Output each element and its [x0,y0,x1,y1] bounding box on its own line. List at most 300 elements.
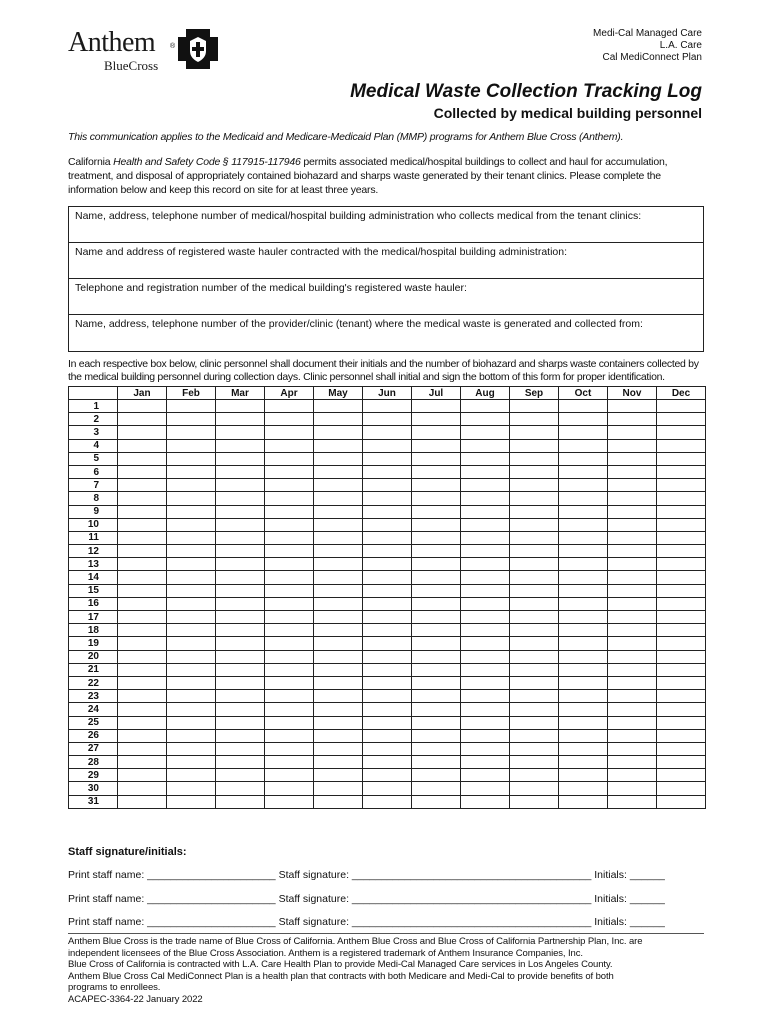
log-entry-cell[interactable] [608,637,657,650]
log-entry-cell[interactable] [559,400,608,413]
log-entry-cell[interactable] [510,703,559,716]
log-entry-cell[interactable] [314,452,363,465]
log-entry-cell[interactable] [559,650,608,663]
log-entry-cell[interactable] [510,452,559,465]
log-entry-cell[interactable] [265,690,314,703]
log-entry-cell[interactable] [461,611,510,624]
log-entry-cell[interactable] [608,452,657,465]
log-entry-cell[interactable] [265,492,314,505]
log-entry-cell[interactable] [118,716,167,729]
log-entry-cell[interactable] [412,716,461,729]
log-entry-cell[interactable] [314,611,363,624]
log-entry-cell[interactable] [118,439,167,452]
log-entry-cell[interactable] [265,584,314,597]
log-entry-cell[interactable] [363,676,412,689]
log-entry-cell[interactable] [412,545,461,558]
log-entry-cell[interactable] [216,439,265,452]
log-entry-cell[interactable] [167,597,216,610]
log-entry-cell[interactable] [608,597,657,610]
log-entry-cell[interactable] [167,782,216,795]
log-entry-cell[interactable] [559,439,608,452]
log-entry-cell[interactable] [167,756,216,769]
log-entry-cell[interactable] [363,545,412,558]
log-entry-cell[interactable] [118,637,167,650]
log-entry-cell[interactable] [314,650,363,663]
log-entry-cell[interactable] [363,492,412,505]
log-entry-cell[interactable] [167,465,216,478]
log-entry-cell[interactable] [167,545,216,558]
log-entry-cell[interactable] [167,413,216,426]
log-entry-cell[interactable] [608,676,657,689]
log-entry-cell[interactable] [559,676,608,689]
log-entry-cell[interactable] [118,650,167,663]
log-entry-cell[interactable] [216,756,265,769]
log-entry-cell[interactable] [412,571,461,584]
log-entry-cell[interactable] [461,505,510,518]
log-entry-cell[interactable] [559,756,608,769]
log-entry-cell[interactable] [118,505,167,518]
log-entry-cell[interactable] [216,795,265,808]
log-entry-cell[interactable] [510,413,559,426]
log-entry-cell[interactable] [363,597,412,610]
log-entry-cell[interactable] [118,795,167,808]
log-entry-cell[interactable] [461,413,510,426]
log-entry-cell[interactable] [265,571,314,584]
log-entry-cell[interactable] [216,742,265,755]
log-entry-cell[interactable] [216,729,265,742]
log-entry-cell[interactable] [559,795,608,808]
log-entry-cell[interactable] [363,703,412,716]
log-entry-cell[interactable] [657,676,706,689]
log-entry-cell[interactable] [118,452,167,465]
log-entry-cell[interactable] [118,756,167,769]
log-entry-cell[interactable] [657,426,706,439]
log-entry-cell[interactable] [314,769,363,782]
log-entry-cell[interactable] [167,558,216,571]
log-entry-cell[interactable] [608,545,657,558]
log-entry-cell[interactable] [657,703,706,716]
log-entry-cell[interactable] [559,413,608,426]
log-entry-cell[interactable] [657,400,706,413]
log-entry-cell[interactable] [608,571,657,584]
log-entry-cell[interactable] [461,465,510,478]
log-entry-cell[interactable] [412,795,461,808]
log-entry-cell[interactable] [314,584,363,597]
log-entry-cell[interactable] [559,492,608,505]
log-entry-cell[interactable] [314,505,363,518]
log-entry-cell[interactable] [559,624,608,637]
log-entry-cell[interactable] [559,452,608,465]
log-entry-cell[interactable] [412,703,461,716]
log-entry-cell[interactable] [265,742,314,755]
log-entry-cell[interactable] [216,492,265,505]
log-entry-cell[interactable] [461,400,510,413]
log-entry-cell[interactable] [510,663,559,676]
log-entry-cell[interactable] [559,611,608,624]
log-entry-cell[interactable] [265,729,314,742]
log-entry-cell[interactable] [461,479,510,492]
log-entry-cell[interactable] [363,690,412,703]
log-entry-cell[interactable] [412,452,461,465]
log-entry-cell[interactable] [118,663,167,676]
clinic-field[interactable]: Name, address, telephone number of the provider/clinic (tenant) where the medical waste is generated and collected from: [75,318,643,330]
log-entry-cell[interactable] [216,505,265,518]
log-entry-cell[interactable] [559,703,608,716]
log-entry-cell[interactable] [167,492,216,505]
log-entry-cell[interactable] [167,518,216,531]
log-entry-cell[interactable] [657,756,706,769]
log-entry-cell[interactable] [461,729,510,742]
log-entry-cell[interactable] [314,558,363,571]
log-entry-cell[interactable] [657,505,706,518]
log-entry-cell[interactable] [412,611,461,624]
log-entry-cell[interactable] [167,400,216,413]
log-entry-cell[interactable] [559,769,608,782]
log-entry-cell[interactable] [559,637,608,650]
log-entry-cell[interactable] [265,465,314,478]
log-entry-cell[interactable] [608,426,657,439]
log-entry-cell[interactable] [363,400,412,413]
log-entry-cell[interactable] [216,479,265,492]
log-entry-cell[interactable] [265,597,314,610]
log-entry-cell[interactable] [363,505,412,518]
log-entry-cell[interactable] [118,690,167,703]
log-entry-cell[interactable] [559,742,608,755]
log-entry-cell[interactable] [412,465,461,478]
log-entry-cell[interactable] [216,465,265,478]
log-entry-cell[interactable] [363,742,412,755]
log-entry-cell[interactable] [657,479,706,492]
log-entry-cell[interactable] [118,413,167,426]
log-entry-cell[interactable] [412,742,461,755]
log-entry-cell[interactable] [314,676,363,689]
log-entry-cell[interactable] [363,452,412,465]
log-entry-cell[interactable] [412,690,461,703]
log-entry-cell[interactable] [510,505,559,518]
log-entry-cell[interactable] [363,624,412,637]
log-entry-cell[interactable] [510,676,559,689]
log-entry-cell[interactable] [167,479,216,492]
log-entry-cell[interactable] [314,545,363,558]
log-entry-cell[interactable] [363,769,412,782]
log-entry-cell[interactable] [265,703,314,716]
log-entry-cell[interactable] [608,479,657,492]
log-entry-cell[interactable] [167,611,216,624]
log-entry-cell[interactable] [265,637,314,650]
log-entry-cell[interactable] [363,531,412,544]
waste-hauler-field[interactable]: Name and address of registered waste hauler contracted with the medical/hospital building administration: [69,243,703,279]
log-entry-cell[interactable] [167,531,216,544]
log-entry-cell[interactable] [167,452,216,465]
log-entry-cell[interactable] [559,571,608,584]
log-entry-cell[interactable] [657,624,706,637]
log-entry-cell[interactable] [461,650,510,663]
log-entry-cell[interactable] [314,465,363,478]
log-entry-cell[interactable] [412,492,461,505]
log-entry-cell[interactable] [265,413,314,426]
log-entry-cell[interactable] [657,439,706,452]
log-entry-cell[interactable] [216,611,265,624]
log-entry-cell[interactable] [657,584,706,597]
log-entry-cell[interactable] [412,624,461,637]
log-entry-cell[interactable] [363,782,412,795]
log-entry-cell[interactable] [216,452,265,465]
log-entry-cell[interactable] [510,769,559,782]
log-entry-cell[interactable] [657,571,706,584]
log-entry-cell[interactable] [118,584,167,597]
log-entry-cell[interactable] [167,439,216,452]
log-entry-cell[interactable] [510,571,559,584]
log-entry-cell[interactable] [510,400,559,413]
log-entry-cell[interactable] [608,782,657,795]
log-entry-cell[interactable] [412,413,461,426]
log-entry-cell[interactable] [510,492,559,505]
log-entry-cell[interactable] [461,439,510,452]
log-entry-cell[interactable] [363,795,412,808]
log-entry-cell[interactable] [608,400,657,413]
log-entry-cell[interactable] [510,782,559,795]
building-admin-field[interactable]: Name, address, telephone number of medical/hospital building administration who collects medical from the tenant clinics: [69,207,703,243]
log-entry-cell[interactable] [118,729,167,742]
log-entry-cell[interactable] [216,663,265,676]
log-entry-cell[interactable] [657,663,706,676]
log-entry-cell[interactable] [559,505,608,518]
log-entry-cell[interactable] [118,465,167,478]
log-entry-cell[interactable] [608,690,657,703]
log-entry-cell[interactable] [363,518,412,531]
log-entry-cell[interactable] [657,597,706,610]
log-entry-cell[interactable] [608,769,657,782]
log-entry-cell[interactable] [265,558,314,571]
log-entry-cell[interactable] [510,650,559,663]
log-entry-cell[interactable] [216,650,265,663]
log-entry-cell[interactable] [510,597,559,610]
staff-signature-line[interactable]: Print staff name: ______________________ Staff signature: _________________________________________ Initials: ______ [68,916,665,928]
log-entry-cell[interactable] [510,439,559,452]
log-entry-cell[interactable] [412,558,461,571]
log-entry-cell[interactable] [559,597,608,610]
log-entry-cell[interactable] [167,584,216,597]
log-entry-cell[interactable] [657,413,706,426]
log-entry-cell[interactable] [363,426,412,439]
log-entry-cell[interactable] [167,703,216,716]
log-entry-cell[interactable] [265,426,314,439]
log-entry-cell[interactable] [118,518,167,531]
log-entry-cell[interactable] [510,795,559,808]
log-entry-cell[interactable] [216,413,265,426]
log-entry-cell[interactable] [657,518,706,531]
log-entry-cell[interactable] [412,400,461,413]
log-entry-cell[interactable] [265,479,314,492]
log-entry-cell[interactable] [559,545,608,558]
log-entry-cell[interactable] [559,716,608,729]
log-entry-cell[interactable] [412,663,461,676]
log-entry-cell[interactable] [314,518,363,531]
log-entry-cell[interactable] [608,518,657,531]
log-entry-cell[interactable] [167,676,216,689]
log-entry-cell[interactable] [461,782,510,795]
log-entry-cell[interactable] [510,531,559,544]
log-entry-cell[interactable] [363,756,412,769]
log-entry-cell[interactable] [412,676,461,689]
log-entry-cell[interactable] [167,729,216,742]
log-entry-cell[interactable] [657,769,706,782]
log-entry-cell[interactable] [559,531,608,544]
log-entry-cell[interactable] [265,676,314,689]
log-entry-cell[interactable] [118,782,167,795]
log-entry-cell[interactable] [265,452,314,465]
log-entry-cell[interactable] [167,426,216,439]
log-entry-cell[interactable] [118,492,167,505]
log-entry-cell[interactable] [314,663,363,676]
log-entry-cell[interactable] [412,756,461,769]
log-entry-cell[interactable] [412,426,461,439]
log-entry-cell[interactable] [608,584,657,597]
log-entry-cell[interactable] [510,742,559,755]
log-entry-cell[interactable] [216,400,265,413]
log-entry-cell[interactable] [314,479,363,492]
log-entry-cell[interactable] [265,663,314,676]
log-entry-cell[interactable] [461,795,510,808]
log-entry-cell[interactable] [216,716,265,729]
log-entry-cell[interactable] [118,597,167,610]
staff-signature-line[interactable]: Print staff name: ______________________ Staff signature: _________________________________________ Initials: ______ [68,869,665,881]
log-entry-cell[interactable] [510,637,559,650]
log-entry-cell[interactable] [461,637,510,650]
log-entry-cell[interactable] [608,492,657,505]
log-entry-cell[interactable] [265,756,314,769]
log-entry-cell[interactable] [559,426,608,439]
log-entry-cell[interactable] [167,663,216,676]
log-entry-cell[interactable] [265,505,314,518]
log-entry-cell[interactable] [608,716,657,729]
log-entry-cell[interactable] [461,571,510,584]
log-entry-cell[interactable] [265,769,314,782]
log-entry-cell[interactable] [314,531,363,544]
log-entry-cell[interactable] [216,571,265,584]
log-entry-cell[interactable] [314,782,363,795]
log-entry-cell[interactable] [265,545,314,558]
log-entry-cell[interactable] [363,465,412,478]
log-entry-cell[interactable] [363,650,412,663]
log-entry-cell[interactable] [216,597,265,610]
log-entry-cell[interactable] [412,729,461,742]
log-entry-cell[interactable] [510,465,559,478]
log-entry-cell[interactable] [461,676,510,689]
log-entry-cell[interactable] [314,413,363,426]
log-entry-cell[interactable] [118,624,167,637]
log-entry-cell[interactable] [657,452,706,465]
log-entry-cell[interactable] [216,782,265,795]
log-entry-cell[interactable] [657,742,706,755]
log-entry-cell[interactable] [461,690,510,703]
log-entry-cell[interactable] [412,650,461,663]
log-entry-cell[interactable] [657,716,706,729]
log-entry-cell[interactable] [314,400,363,413]
log-entry-cell[interactable] [216,703,265,716]
log-entry-cell[interactable] [461,518,510,531]
log-entry-cell[interactable] [314,571,363,584]
log-entry-cell[interactable] [265,611,314,624]
log-entry-cell[interactable] [265,795,314,808]
log-entry-cell[interactable] [657,558,706,571]
log-entry-cell[interactable] [216,531,265,544]
log-entry-cell[interactable] [314,624,363,637]
log-entry-cell[interactable] [657,465,706,478]
log-entry-cell[interactable] [461,716,510,729]
log-entry-cell[interactable] [265,650,314,663]
log-entry-cell[interactable] [167,505,216,518]
log-entry-cell[interactable] [265,624,314,637]
log-entry-cell[interactable] [412,479,461,492]
log-entry-cell[interactable] [559,663,608,676]
log-entry-cell[interactable] [216,558,265,571]
log-entry-cell[interactable] [167,716,216,729]
log-entry-cell[interactable] [510,426,559,439]
log-entry-cell[interactable] [608,624,657,637]
log-entry-cell[interactable] [363,729,412,742]
log-entry-cell[interactable] [363,479,412,492]
log-entry-cell[interactable] [314,742,363,755]
log-entry-cell[interactable] [412,597,461,610]
log-entry-cell[interactable] [363,637,412,650]
log-entry-cell[interactable] [510,584,559,597]
log-entry-cell[interactable] [608,611,657,624]
log-entry-cell[interactable] [118,426,167,439]
log-entry-cell[interactable] [510,729,559,742]
log-entry-cell[interactable] [608,439,657,452]
log-entry-cell[interactable] [510,716,559,729]
log-entry-cell[interactable] [657,531,706,544]
log-entry-cell[interactable] [118,611,167,624]
log-entry-cell[interactable] [559,690,608,703]
log-entry-cell[interactable] [510,479,559,492]
log-entry-cell[interactable] [657,492,706,505]
log-entry-cell[interactable] [559,782,608,795]
log-entry-cell[interactable] [118,742,167,755]
log-entry-cell[interactable] [461,492,510,505]
log-entry-cell[interactable] [608,505,657,518]
log-entry-cell[interactable] [314,439,363,452]
log-entry-cell[interactable] [216,584,265,597]
log-entry-cell[interactable] [167,624,216,637]
log-entry-cell[interactable] [412,637,461,650]
log-entry-cell[interactable] [608,742,657,755]
log-entry-cell[interactable] [559,558,608,571]
log-entry-cell[interactable] [314,637,363,650]
log-entry-cell[interactable] [265,518,314,531]
log-entry-cell[interactable] [461,742,510,755]
log-entry-cell[interactable] [608,650,657,663]
log-entry-cell[interactable] [118,676,167,689]
log-entry-cell[interactable] [608,729,657,742]
log-entry-cell[interactable] [167,637,216,650]
log-entry-cell[interactable] [412,505,461,518]
log-entry-cell[interactable] [559,465,608,478]
log-entry-cell[interactable] [314,703,363,716]
log-entry-cell[interactable] [314,690,363,703]
log-entry-cell[interactable] [363,611,412,624]
log-entry-cell[interactable] [608,413,657,426]
log-entry-cell[interactable] [265,716,314,729]
log-entry-cell[interactable] [657,729,706,742]
log-entry-cell[interactable] [608,531,657,544]
log-entry-cell[interactable] [461,426,510,439]
log-entry-cell[interactable] [363,413,412,426]
log-entry-cell[interactable] [265,782,314,795]
hauler-registration-field[interactable]: Telephone and registration number of the medical building's registered waste hauler: [69,279,703,315]
log-entry-cell[interactable] [657,611,706,624]
